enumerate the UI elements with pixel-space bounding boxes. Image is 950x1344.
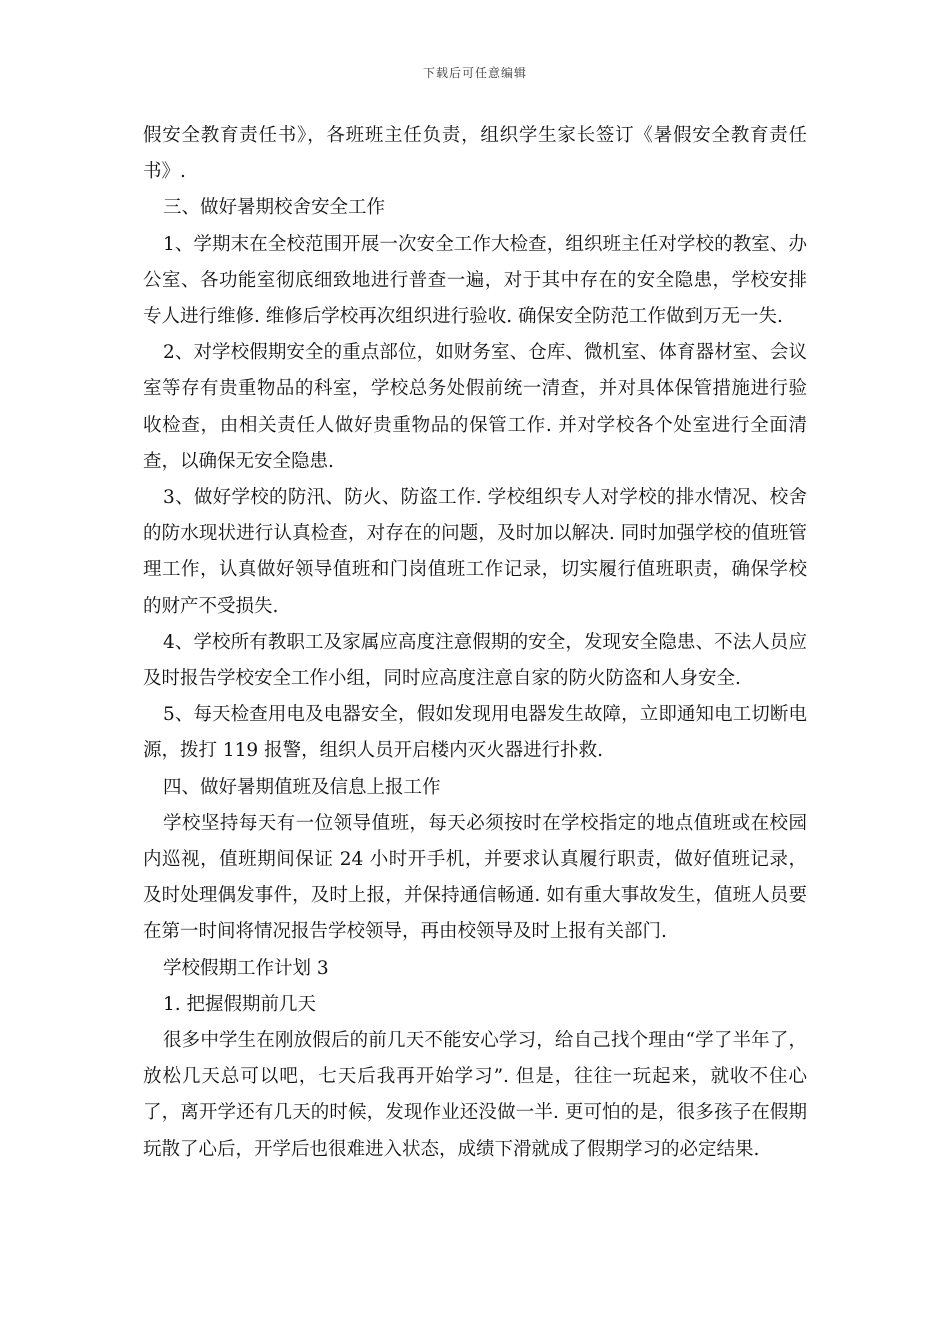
paragraph-first-days: 很多中学生在刚放假后的前几天不能安心学习，给自己找个理由“学了半年了，放松几天总可以吧，七天后我再开始学习”. 但是，往往一玩起来，就收不住心了，离开学还有几天的时候，发现作业还没做一半. 更可怕的是，很多孩子在假期玩散了心后，开学后也很难进入状态，成绩下滑就成了假期学习的必定结果. [143,1030,807,1160]
page-header: 下载后可任意编辑 [422,66,527,80]
subheading-first-days: 1. 把握假期前几天 [163,993,317,1015]
paragraph-item-4: 4、学校所有教职工及家属应高度注意假期的安全，发现安全隐患、不法人员应及时报告学校安全工作小组，同时应高度注意自家的防火防盗和人身安全. [143,631,807,690]
section-heading-campus-safety: 三、做好暑期校舍安全工作 [163,197,386,219]
section-heading-plan-3: 学校假期工作计划 3 [163,957,329,979]
paragraph-duty: 学校坚持每天有一位领导值班，每天必须按时在学校指定的地点值班或在校园内巡视，值班期间保证 24 小时开手机，并要求认真履行职责，做好值班记录，及时处理偶发事件，及时上报，并保持通信畅通. 如有重大事故发生，值班人员要在第一时间将情况报告学校领导，再由校领导及时上报有关部门. [143,812,807,943]
document-body [143,118,807,1168]
paragraph-item-3: 3、做好学校的防汛、防火、防盗工作. 学校组织专人对学校的排水情况、校舍的防水现状进行认真检查，对存在的问题，及时加以解决. 同时加强学校的值班管理工作，认真做好领导值班和门岗值班工作记录，切实履行值班职责，确保学校的财产不受损失. [143,487,807,617]
paragraph-item-5: 5、每天检查用电及电器安全，假如发现用电器发生故障，立即通知电工切断电源，拨打 119 报警，组织人员开启楼内灭火器进行扑救. [143,704,807,762]
paragraph-continuation: 假安全教育责任书》，各班班主任负责，组织学生家长签订《暑假安全教育责任书》. [143,125,807,183]
paragraph-item-1: 1、学期末在全校范围开展一次安全工作大检查，组织班主任对学校的教室、办公室、各功能室彻底细致地进行普查一遍，对于其中存在的安全隐患，学校安排专人进行维修. 维修后学校再次组织进行验收. 确保安全防范工作做到万无一失. [143,233,807,328]
paragraph-item-2: 2、对学校假期安全的重点部位，如财务室、仓库、微机室、体育器材室、会议室等存有贵重物品的科室，学校总务处假前统一清查，并对具体保管措施进行验收检查，由相关责任人做好贵重物品的保管工作. 并对学校各个处室进行全面清查，以确保无安全隐患. [143,342,807,472]
section-heading-duty: 四、做好暑期值班及信息上报工作 [163,776,441,798]
